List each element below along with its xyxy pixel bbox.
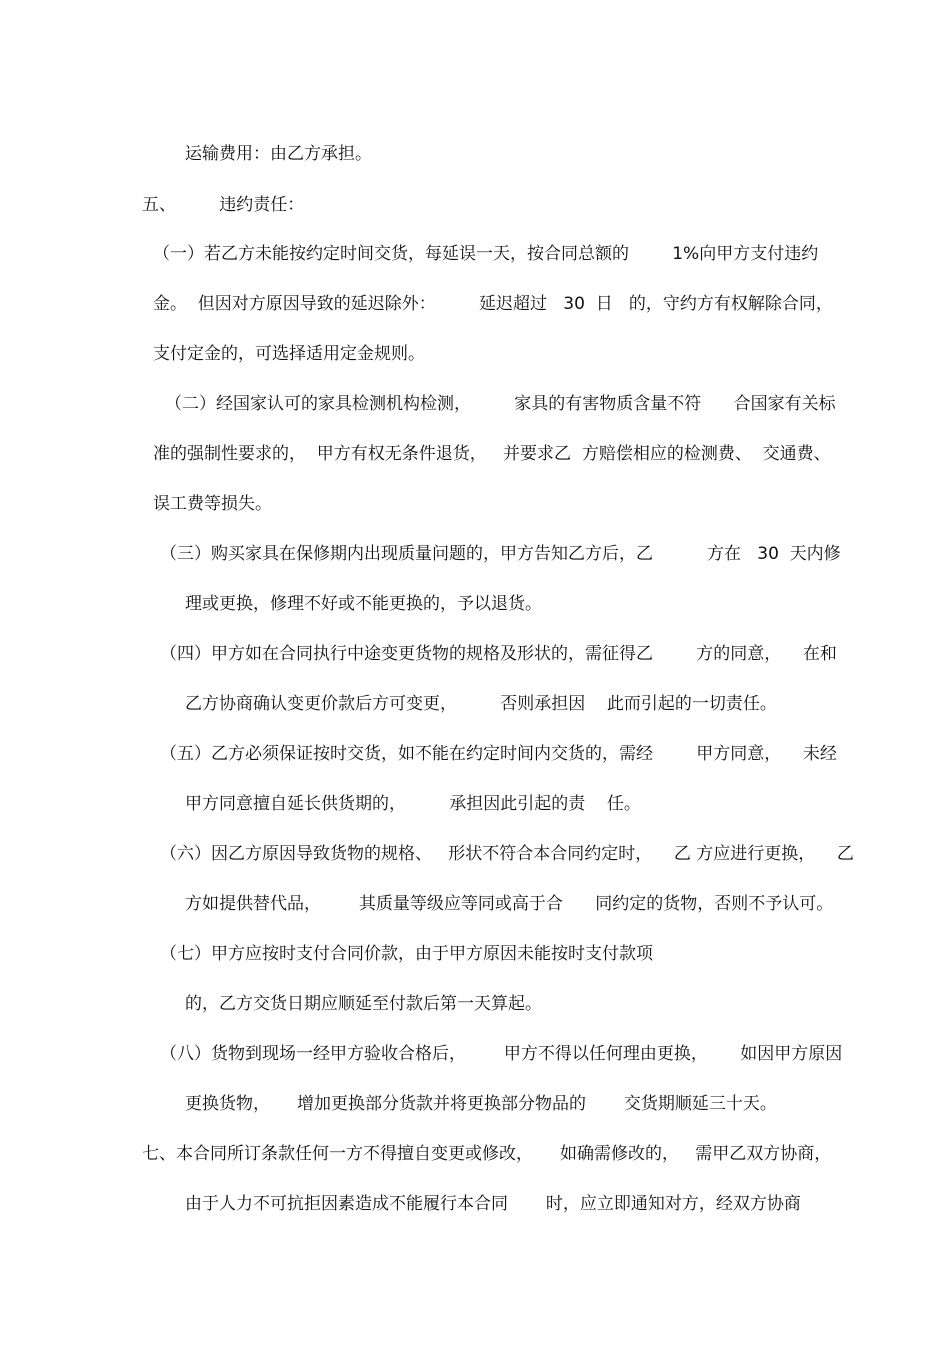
- clause-5-line-1: （五）乙方必须保证按时交货，如不能在约定时间内交货的，需经 甲方同意， 未经: [160, 744, 837, 764]
- section-7-line-1: 七、本合同所订条款任何一方不得擅自变更或修改， 如确需修改的， 需甲乙双方协商，: [142, 1144, 832, 1164]
- clause-1-line-1: （一）若乙方未能按约定时间交货，每延误一天，按合同总额的 1%向甲方支付违约: [153, 244, 819, 264]
- clause-6-line-1: （六）因乙方原因导致货物的规格、 形状不符合本合同约定时， 乙 方应进行更换， 乙: [160, 844, 854, 864]
- clause-2-line-2: 准的强制性要求的， 甲方有权无条件退货， 并要求乙 方赔偿相应的检测费、 交通费、: [153, 444, 831, 464]
- clause-3-line-2: 理或更换，修理不好或不能更换的，予以退货。: [185, 594, 542, 614]
- clause-2-line-1: （二）经国家认可的家具检测机构检测， 家具的有害物质含量不符 合国家有关标: [165, 394, 836, 414]
- clause-4-line-1: （四）甲方如在合同执行中途变更货物的规格及形状的，需征得乙 方的同意， 在和: [160, 644, 837, 664]
- clause-8-line-1: （八）货物到现场一经甲方验收合格后， 甲方不得以任何理由更换， 如因甲方原因: [160, 1044, 843, 1064]
- clause-7-line-2: 的，乙方交货日期应顺延至付款后第一天算起。: [185, 994, 542, 1014]
- clause-1-line-3: 支付定金的，可选择适用定金规则。: [153, 344, 425, 364]
- clause-2-line-3: 误工费等损失。: [153, 494, 272, 514]
- text-line-transport-cost: 运输费用：由乙方承担。: [185, 144, 372, 164]
- clause-6-line-2: 方如提供替代品， 其质量等级应等同或高于合 同约定的货物，否则不予认可。: [185, 894, 834, 914]
- section-7-line-2: 由于人力不可抗拒因素造成不能履行本合同 时，应立即通知对方，经双方协商: [185, 1194, 801, 1214]
- clause-7-line-1: （七）甲方应按时支付合同价款，由于甲方原因未能按时支付款项: [160, 944, 653, 964]
- clause-5-line-2: 甲方同意擅自延长供货期的， 承担因此引起的责 任。: [185, 794, 641, 814]
- clause-3-line-1: （三）购买家具在保修期内出现质量问题的，甲方告知乙方后，乙 方在 30 天内修: [160, 544, 841, 564]
- clause-1-line-2: 金。 但因对方原因导致的延迟除外： 延迟超过 30 日 的，守约方有权解除合同，: [153, 294, 833, 314]
- section-heading-breach-liability: 五、 违约责任：: [142, 195, 305, 215]
- clause-8-line-2: 更换货物， 增加更换部分货款并将更换部分物品的 交货期顺延三十天。: [185, 1094, 777, 1114]
- clause-4-line-2: 乙方协商确认变更价款后方可变更， 否则承担因 此而引起的一切责任。: [185, 694, 777, 714]
